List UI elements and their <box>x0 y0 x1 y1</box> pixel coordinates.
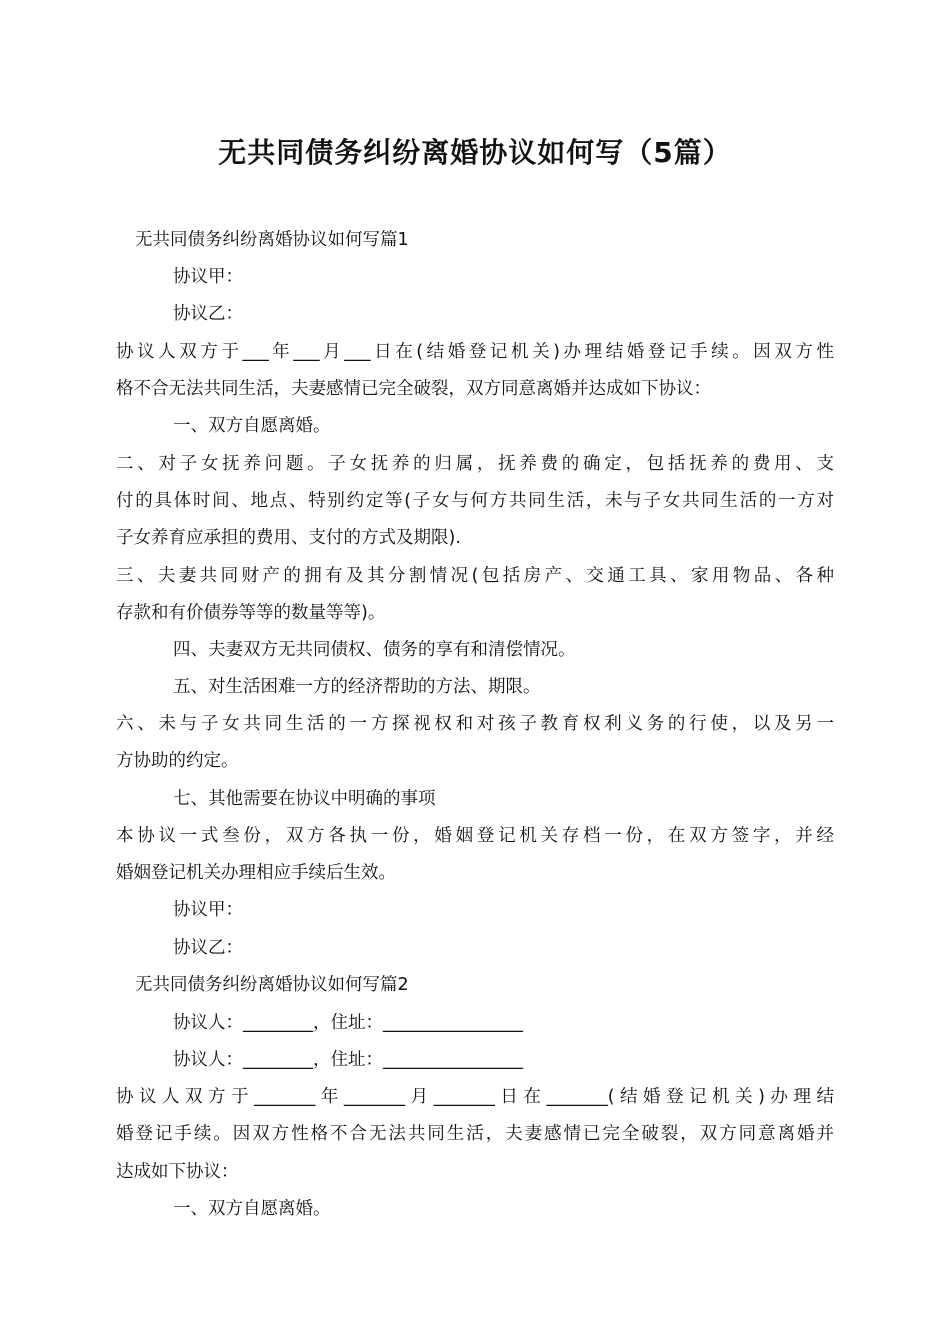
paragraph-line: 格不合无法共同生活，夫妻感情已完全破裂，双方同意离婚并达成如下协议： <box>116 379 711 399</box>
paragraph-line: 协议人双方于___年___月___日在(结婚登记机关)办理结婚登记手续。因双方性 <box>116 342 834 362</box>
paragraph-line: 存款和有价债券等等的数量等等)。 <box>116 603 386 623</box>
paragraph-line: 付的具体时间、地点、特别约定等(子女与何方共同生活，未与子女共同生活的一方对 <box>116 491 834 511</box>
paragraph-line: 二、对子女抚养问题。子女抚养的归属，抚养费的确定，包括抚养的费用、支 <box>116 454 834 474</box>
clause-1: 一、双方自愿离婚。 <box>173 1199 331 1219</box>
paragraph-line: 婚登记手续。因双方性格不合无法共同生活，夫妻感情已完全破裂，双方同意离婚并 <box>116 1124 834 1144</box>
clause-1: 一、双方自愿离婚。 <box>173 416 331 436</box>
clause-4: 四、夫妻双方无共同债权、债务的享有和清偿情况。 <box>173 640 576 660</box>
paragraph-line: 三、夫妻共同财产的拥有及其分割情况(包括房产、交通工具、家用物品、各种 <box>116 566 834 586</box>
party-a-label: 协议甲： <box>173 900 243 920</box>
party-a-label: 协议甲： <box>173 267 243 287</box>
clause-5: 五、对生活困难一方的经济帮助的方法、期限。 <box>173 677 541 697</box>
section-heading-2: 无共同债务纠纷离婚协议如何写篇2 <box>135 975 409 995</box>
paragraph-line: 子女养育应承担的费用、支付的方式及期限). <box>116 528 461 548</box>
paragraph-line: 方协助的约定。 <box>116 751 239 771</box>
party-b-label: 协议乙： <box>173 938 243 958</box>
paragraph-line: 协议人双方于_______年_______月_______日在_______(结婚登记机关)办理结 <box>116 1087 834 1107</box>
party-b-label: 协议乙： <box>173 304 243 324</box>
paragraph-line: 达成如下协议： <box>116 1162 239 1182</box>
clause-7: 七、其他需要在协议中明确的事项 <box>173 789 436 809</box>
document-title: 无共同债务纠纷离婚协议如何写（5篇） <box>218 136 732 169</box>
party-line: 协议人：________，住址：________________ <box>173 1013 523 1033</box>
party-line: 协议人：________，住址：________________ <box>173 1050 523 1070</box>
paragraph-line: 婚姻登记机关办理相应手续后生效。 <box>116 863 396 883</box>
paragraph-line: 本协议一式叁份，双方各执一份，婚姻登记机关存档一份，在双方签字，并经 <box>116 826 834 846</box>
section-heading-1: 无共同债务纠纷离婚协议如何写篇1 <box>135 230 409 250</box>
paragraph-line: 六、未与子女共同生活的一方探视权和对孩子教育权利义务的行使，以及另一 <box>116 714 834 734</box>
